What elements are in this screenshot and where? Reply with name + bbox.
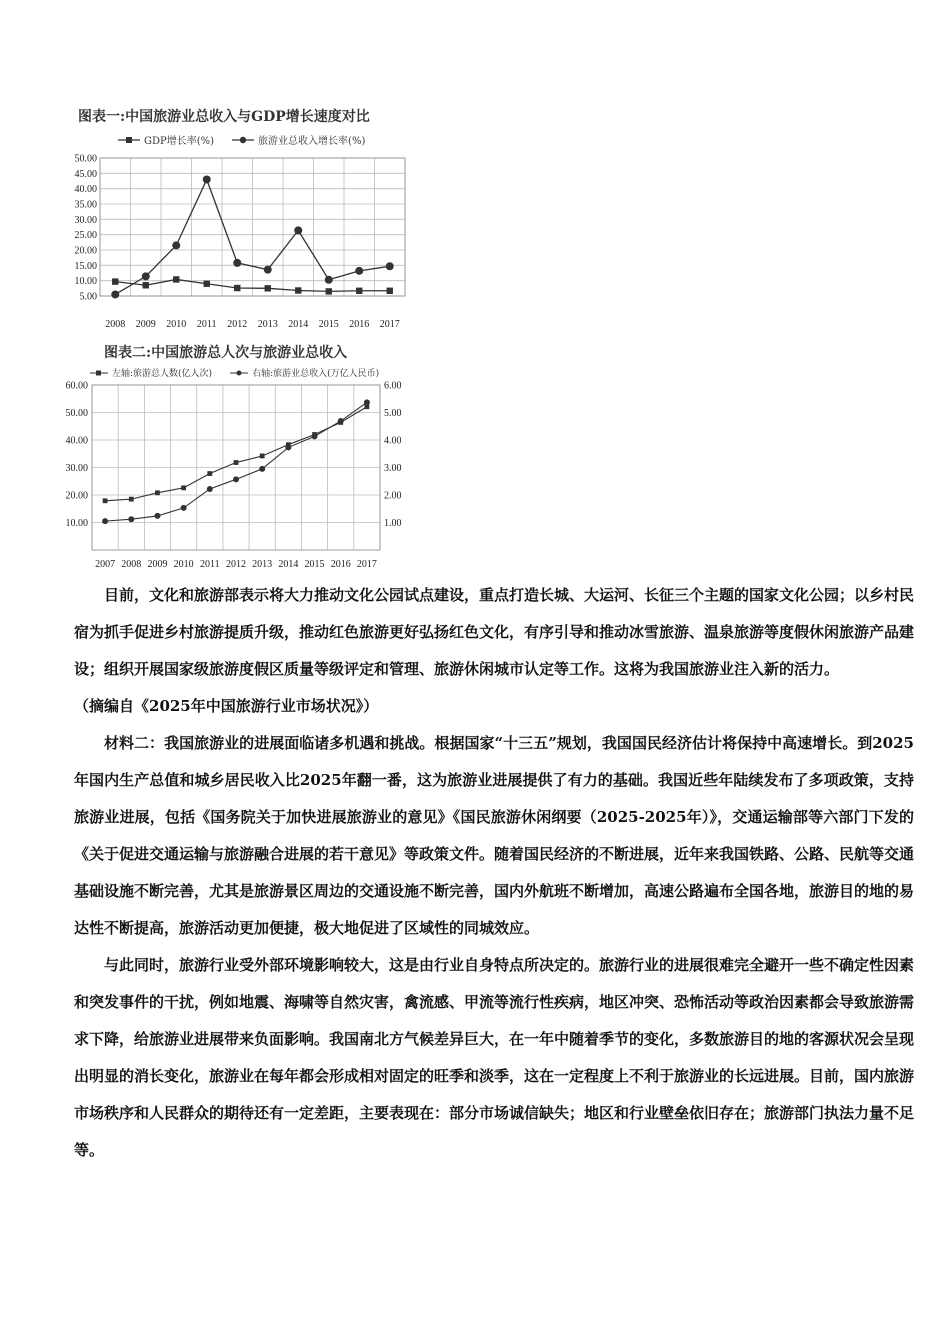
data-point-1	[234, 285, 240, 291]
data-point-2	[233, 476, 239, 482]
data-point-2	[181, 505, 187, 511]
x-tick-label: 2008	[105, 319, 126, 330]
data-point-1	[295, 287, 301, 293]
data-point-1	[234, 460, 239, 465]
x-tick-label: 2012	[226, 559, 246, 570]
data-point-2	[325, 276, 333, 284]
data-point-2	[154, 513, 160, 519]
x-tick-label: 2016	[330, 559, 351, 570]
y-right-tick-label: 5.00	[384, 408, 402, 419]
y-left-tick-label: 40.00	[65, 435, 88, 447]
data-point-2	[203, 175, 211, 183]
legend-label-tourism-income: 旅游业总收入增长率(%)	[258, 136, 366, 147]
x-tick-label: 2008	[121, 559, 142, 570]
data-point-2	[259, 466, 265, 472]
chart-1	[60, 100, 420, 340]
paragraph-3: 与此同时，旅游行业受外部环境影响较大，这是由行业自身特点所决定的。旅游行业的进展很难完全避开一些不确定性因素和突发事件的干扰，例如地震、海啸等自然灾害，禽流感、甲流等流行性疾病，地区冲突、恐怖活动等政治因素都会导致旅游需求下降，给旅游业进展带来负面影响。我国南北方气候差异巨大，在一年中随着季节的变化，多数旅游目的地的客源状况会呈现出明显的消长变化，旅游业在每年都会形成相对固定的旺季和淡季，这在一定程度上不利于旅游业的长远进展。目前，国内旅游市场秩序和人民群众的期待还有一定差距，主要表现在：部分市场诚信缺失；地区和行业壁垒依旧存在；旅游部门执法力量不足等。	[74, 956, 915, 1159]
data-point-2	[142, 272, 150, 280]
data-point-1	[181, 485, 186, 490]
y-left-tick-label: 30.00	[65, 463, 88, 474]
y-left-tick-label: 50.00	[65, 408, 88, 419]
data-point-2	[207, 486, 213, 492]
paragraph-material-2: 材料二：我国旅游业的进展面临诸多机遇和挑战。根据国家“十三五”规划，我国国民经济估计将保持中高速增长。到2025年国内生产总值和城乡居民收入比2025年翻一番，这为旅游业进展提供了有力的基础。我国近些年陆续发布了多项政策，支持旅游业进展，包括《国务院关于加快进展旅游业的意见》《国民旅游休闲纲要（2025-2025年）》，交通运输部等六部门下发的《关于促进交通运输与旅游融合进展的若干意见》等政策文件。随着国民经济的不断进展，近年来我国铁路、公路、民航等交通基础设施不断完善，尤其是旅游景区周边的交通设施不断完善，国内外航班不断增加，高速公路遍布全国各地，旅游目的地的易达性不断提高，旅游活动更加便捷，极大地促进了区域性的同城效应。	[74, 734, 915, 937]
y-right-tick-label: 6.00	[384, 380, 402, 392]
x-tick-label: 2013	[257, 319, 278, 330]
source-citation: （摘编自《2025年中国旅游行业市场状况》）	[74, 697, 379, 715]
paragraph-1: 目前，文化和旅游部表示将大力推动文化公园试点建设，重点打造长城、大运河、长征三个主题的国家文化公园；以乡村民宿为抓手促进乡村旅游提质升级，推动红色旅游更好弘扬红色文化，有序引导和推动冰雪旅游、温泉旅游等度假休闲旅游产品建设；组织开展国家级旅游度假区质量等级评定和管理、旅游休闲城市认定等工作。这将为我国旅游业注入新的活力。	[74, 586, 915, 678]
x-tick-label: 2010	[173, 559, 194, 570]
data-point-2	[338, 418, 344, 424]
y-right-tick-label: 4.00	[384, 435, 402, 447]
y-tick-label: 45.00	[74, 168, 97, 180]
data-point-1	[356, 288, 362, 294]
x-tick-label: 2014	[278, 559, 299, 570]
data-point-1	[260, 454, 265, 459]
x-tick-label: 2009	[135, 319, 156, 330]
y-tick-label: 10.00	[74, 276, 97, 288]
y-tick-label: 20.00	[74, 245, 97, 257]
chart-1-title: 图表一:中国旅游业总收入与GDP增长速度对比	[78, 109, 370, 125]
chart-2-plot	[50, 340, 420, 575]
data-point-1	[129, 497, 134, 502]
data-point-2	[111, 290, 119, 298]
y-right-tick-label: 1.00	[384, 518, 402, 529]
y-right-tick-label: 2.00	[384, 490, 402, 502]
x-tick-label: 2017	[356, 559, 377, 570]
x-tick-label: 2011	[196, 319, 217, 330]
data-point-2	[128, 516, 134, 522]
data-point-2	[264, 266, 272, 274]
data-point-1	[155, 490, 160, 495]
data-point-2	[355, 267, 363, 275]
data-point-1	[204, 281, 210, 287]
data-point-2	[294, 226, 302, 234]
data-point-2	[233, 259, 241, 267]
x-tick-label: 2013	[252, 559, 273, 570]
chart-1-plot	[60, 100, 420, 340]
data-point-2	[285, 444, 291, 450]
x-tick-label: 2010	[166, 319, 187, 330]
y-tick-label: 50.00	[74, 153, 97, 165]
y-tick-label: 30.00	[74, 214, 97, 226]
data-point-2	[172, 241, 180, 249]
legend-label-revenue: 右轴:旅游业总收入(万亿人民币)	[252, 369, 380, 379]
x-tick-label: 2007	[95, 559, 116, 570]
data-point-2	[386, 262, 394, 270]
data-point-1	[173, 276, 179, 282]
chart-2	[50, 340, 420, 575]
y-left-tick-label: 60.00	[65, 380, 88, 392]
y-tick-label: 5.00	[79, 291, 97, 303]
data-point-1	[265, 285, 271, 291]
y-left-tick-label: 10.00	[65, 518, 88, 529]
data-point-2	[102, 518, 108, 524]
data-point-1	[207, 471, 212, 476]
x-tick-label: 2014	[288, 319, 309, 330]
x-tick-label: 2009	[147, 559, 168, 570]
y-tick-label: 40.00	[74, 184, 97, 196]
data-point-2	[312, 433, 318, 439]
x-tick-label: 2015	[304, 559, 325, 570]
y-left-tick-label: 20.00	[65, 490, 88, 502]
x-tick-label: 2017	[379, 319, 400, 330]
y-right-tick-label: 3.00	[384, 463, 402, 474]
data-point-1	[143, 282, 149, 288]
x-tick-label: 2012	[227, 319, 248, 330]
legend-label-gdp: GDP增长率(%)	[144, 136, 215, 147]
document-body	[74, 577, 914, 1169]
legend-label-visitors: 左轴:旅游总人数(亿人次)	[112, 369, 213, 379]
y-tick-label: 15.00	[74, 260, 97, 272]
x-tick-label: 2015	[318, 319, 339, 330]
data-point-2	[364, 399, 370, 405]
data-point-1	[103, 498, 108, 503]
chart-2-title: 图表二:中国旅游总人次与旅游业总收入	[104, 345, 348, 361]
data-point-1	[387, 288, 393, 294]
x-tick-label: 2016	[349, 319, 370, 330]
y-tick-label: 25.00	[74, 230, 97, 242]
x-tick-label: 2011	[199, 559, 220, 570]
y-tick-label: 35.00	[74, 199, 97, 211]
data-point-1	[326, 288, 332, 294]
data-point-1	[112, 278, 118, 284]
